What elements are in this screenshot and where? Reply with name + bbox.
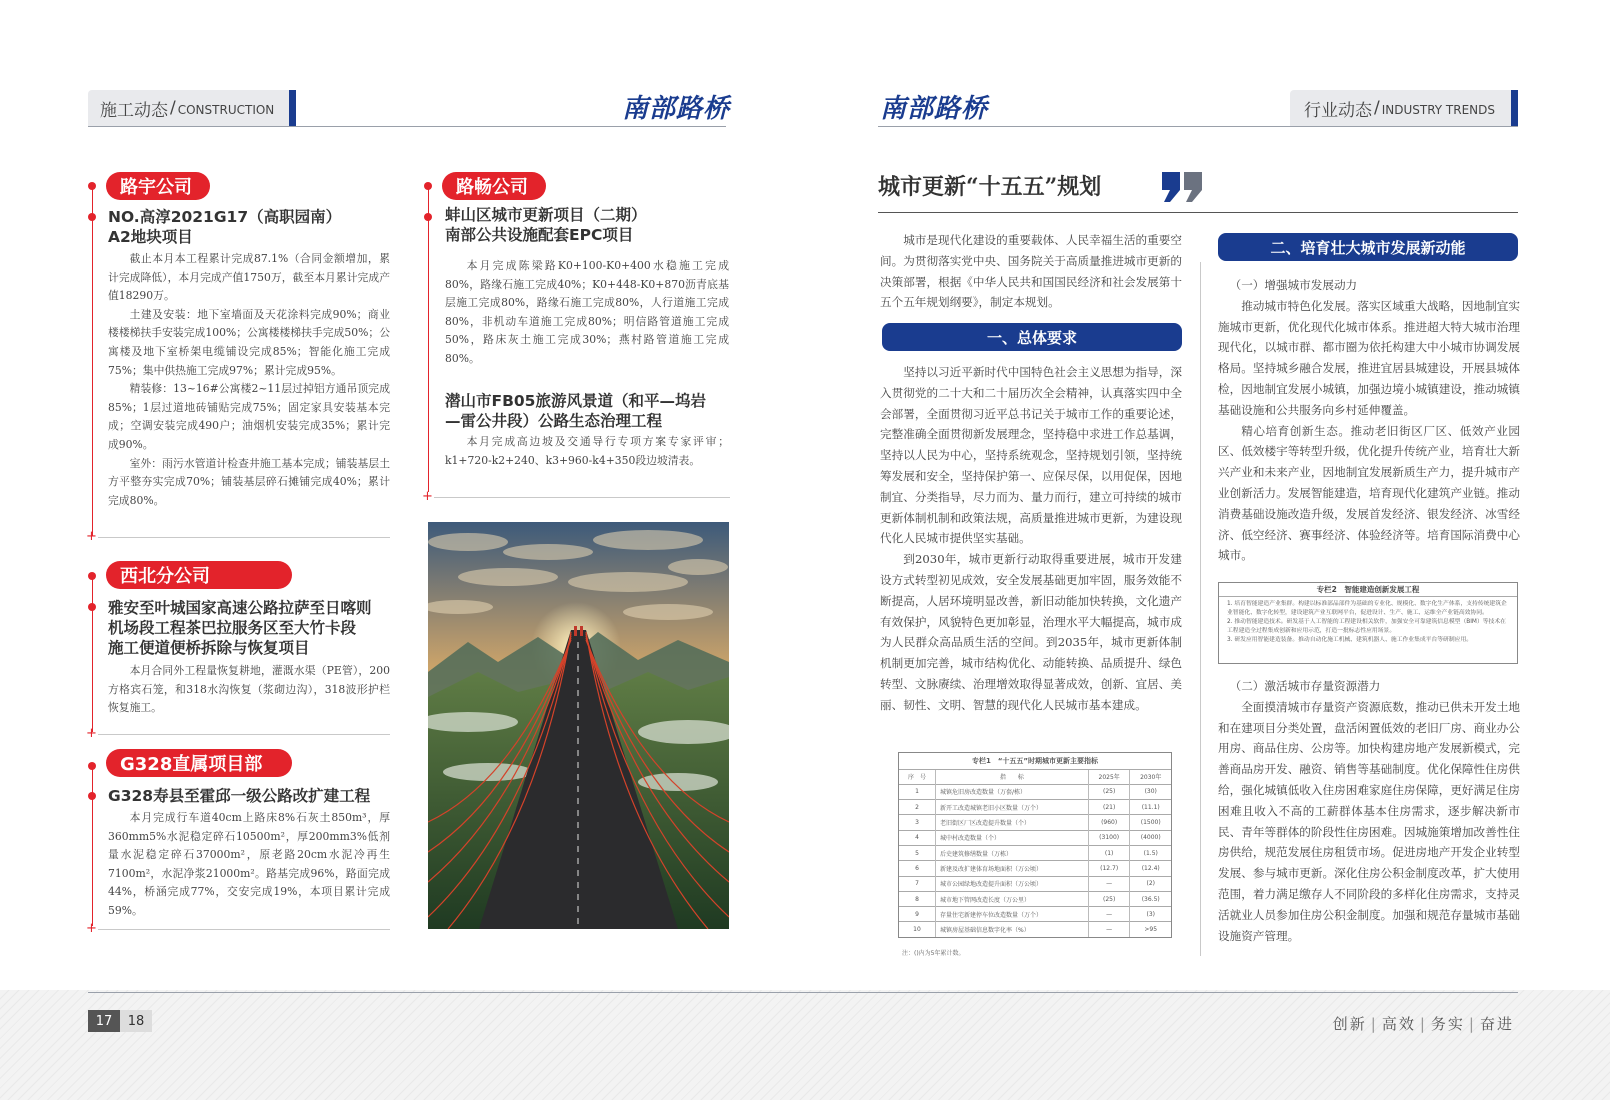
section-label-en: CONSTRUCTION bbox=[177, 103, 275, 117]
column-divider bbox=[1200, 262, 1201, 956]
section-separator: / bbox=[1374, 98, 1380, 118]
paragraph: 全面摸清城市存量资产资源底数，推动已供未开发土地和在建项目分类处置，盘活闲置低效的老旧厂房、商业办公用房、商品住房、公房等。加快构建房地产发展新模式，完善商品房开发、融资、销售等基础制度。优化保障性住房供给，强化城镇低收入住房困难家庭住房保障，更好满足住房困难且收入不高的工薪群体基本住房需求，逐步解决新市民、青年等群体的阶段性住房困难。因城施策增加改善性住房供给，规范发展住房租赁市场。促进房地产开发企业转型发展、参与城市更新。深化住房公积金制度改革，扩大使用范围，着力满足缴存人不同阶段的多样化住房需求，支持灵活就业人员参加住房公积金制度。加强和规范存量城市基础设施资产管理。 bbox=[1218, 699, 1520, 943]
table-cell: 存量住宅新建停车位改造数量（万个） bbox=[936, 907, 1089, 922]
project-title bbox=[445, 391, 735, 431]
timeline-dot bbox=[88, 572, 96, 580]
feature-box-caption: 专栏2 智能建造创新发展工程 bbox=[1219, 583, 1517, 597]
table-cell: (30) bbox=[1130, 784, 1171, 799]
table-cell: 城市地下管网改造长度（万公里） bbox=[936, 891, 1089, 906]
project-title-line: —雷公井段）公路生态治理工程 bbox=[445, 412, 663, 430]
feature-box-text bbox=[1219, 597, 1517, 648]
project-body bbox=[445, 257, 729, 369]
table-row bbox=[899, 861, 1171, 876]
section-divider bbox=[98, 537, 390, 538]
company-badge-xibei: 西北分公司 bbox=[106, 561, 292, 589]
slogan-divider: | bbox=[1419, 1015, 1427, 1033]
table-cell: (1.5) bbox=[1130, 845, 1171, 860]
company-badge-luchang: 路畅公司 bbox=[442, 172, 546, 200]
project-title-line: NO.高淳2021G17（高职园南） bbox=[108, 208, 342, 226]
table-cell: 4 bbox=[899, 830, 936, 845]
table-cell: (21) bbox=[1088, 800, 1130, 815]
title-rule bbox=[878, 212, 1518, 213]
paragraph: 本月完成行车道40cm上路床8%石灰土850m³，厚360mm5%水泥稳定碎石10500m²，厚200mm3%低剂量水泥稳定碎石37000m²，原老路20cm水泥冷再生7100m²，水泥净浆21000m²。路基完成96%，路面完成44%，桥涵完成77%，交安完成19%，本项目累计完成59%。 bbox=[108, 811, 390, 917]
paragraph: 本月完成高边坡及交通导行专项方案专家评审；k1+720-k2+240、k3+960-k4+350段边坡清表。 bbox=[445, 435, 729, 467]
timeline-dot bbox=[424, 213, 432, 221]
section-label-en: INDUSTRY TRENDS bbox=[1381, 103, 1496, 117]
paragraph: 城市是现代化建设的重要载体、人民幸福生活的重要空间。为贯彻落实党中央、国务院关于高质量推进城市更新的决策部署，根据《中华人民共和国国民经济和社会发展第十五个五年规划纲要》，制定本规划。 bbox=[880, 233, 1182, 310]
table-cell: (11.1) bbox=[1130, 800, 1171, 815]
paragraph: 本月合同外工程量恢复耕地，灌溉水渠（PE管），200方格宾石笼，和318水沟恢复（浆砌边沟），318波形护栏恢复施工。 bbox=[108, 664, 390, 715]
project-body bbox=[445, 433, 729, 470]
table-cell: 城中村改造数量（个） bbox=[936, 830, 1089, 845]
table-caption: 专栏1 “十五五”时期城市更新主要指标 bbox=[971, 756, 1099, 765]
table-row bbox=[899, 891, 1171, 906]
table-cell: 2 bbox=[899, 800, 936, 815]
table-cell: (1500) bbox=[1130, 815, 1171, 830]
project-body bbox=[108, 250, 390, 510]
table-cell: (1) bbox=[1088, 845, 1130, 860]
section-divider bbox=[98, 929, 390, 930]
table-row bbox=[899, 876, 1171, 891]
table-cell: 7 bbox=[899, 876, 936, 891]
timeline-line bbox=[92, 186, 93, 536]
table-row bbox=[899, 830, 1171, 845]
indicator-table bbox=[898, 752, 1172, 938]
table-header: 指 标 bbox=[936, 769, 1089, 784]
timeline-dot bbox=[88, 603, 96, 611]
table-cell: — bbox=[1088, 876, 1130, 891]
table-row bbox=[899, 800, 1171, 815]
table-cell: (3) bbox=[1130, 907, 1171, 922]
slogan-word: 奋进 bbox=[1479, 1015, 1514, 1033]
subheading: （一）增强城市发展动力 bbox=[1229, 278, 1358, 292]
table-cell: 城市公园绿地改造提升面积（万公顷） bbox=[936, 876, 1089, 891]
timeline-dot bbox=[424, 182, 432, 190]
section-divider bbox=[98, 734, 390, 735]
paragraph: 室外：雨污水管道计检查井施工基本完成；铺装基层土方平整夯实完成70%；铺装基层碎石摊铺完成40%；累计完成80%。 bbox=[108, 456, 390, 507]
section-2-body bbox=[1218, 275, 1520, 566]
brand-logo-left: 南部路桥 bbox=[622, 94, 731, 124]
table-cell: 5 bbox=[899, 845, 936, 860]
paragraph: 坚持以习近平新时代中国特色社会主义思想为指导，深入贯彻党的二十大和二十届历次全会精神，认真落实四中全会部署，全面贯彻习近平总书记关于城市工作的重要论述，完整准确全面贯彻新发展理念，坚持稳中求进工作总基调，坚持以人民为中心，坚持系统观念，坚持规划引领，坚持统筹发展和安全，坚持保护第一、应保尽保，以用促保，因地制宜、分类指导，尽力而为、量力而行，建立可持续的城市更新体制机制和政策法规，高质量推进城市更新，为建设现代化人民城市提供坚实基础。 bbox=[880, 365, 1182, 546]
table-cell: (12.7) bbox=[1088, 861, 1130, 876]
timeline-line bbox=[92, 576, 93, 732]
section-heading-2: 二、培育壮大城市发展新动能 bbox=[1218, 233, 1518, 261]
table-header: 2030年 bbox=[1130, 769, 1171, 784]
indicator-table-grid bbox=[899, 753, 1171, 937]
section-label-cn: 施工动态 bbox=[100, 100, 168, 121]
project-body bbox=[108, 809, 390, 921]
paragraph: 推动城市特色化发展。落实区域重大战略，因地制宜实施城市更新，优化现代化城市体系。推进超大特大城市治理现代化，以城市群、都市圈为依托构建大中小城市协调发展格局。坚持城乡融合发展，推进宜居县城建设，开展县城体检，因地制宜发展小城镇，加强边境小城镇建设，推动城镇基础设施和公共服务向乡村延伸覆盖。 bbox=[1218, 298, 1520, 417]
project-title-line: A2地块项目 bbox=[108, 228, 193, 246]
table-cell: 城镇危旧房改造数量（万套/栋） bbox=[936, 784, 1089, 799]
slogan-divider: | bbox=[1468, 1015, 1476, 1033]
bridge-illustration bbox=[428, 522, 729, 929]
paragraph: 本月完成陈梁路K0+100-K0+400水稳施工完成80%，路缘石施工完成40%；K0+448-K0+870沥青底基层施工完成80%，路缘石施工完成80%，人行道施工完成80%，非机动车道施工完成80%；明信路管道施工完成50%，路床灰土施工完成30%；燕村路管道施工完成80%。 bbox=[445, 259, 729, 365]
table-header-row bbox=[899, 769, 1171, 784]
table-cell: (36.5) bbox=[1130, 891, 1171, 906]
tab-accent-bar bbox=[289, 90, 296, 126]
table-cell: 10 bbox=[899, 922, 936, 937]
project-title-line: 南部公共设施配套EPC项目 bbox=[445, 226, 634, 244]
timeline-dot bbox=[88, 792, 96, 800]
table-cell: — bbox=[1088, 907, 1130, 922]
page-number-left: 17 bbox=[88, 1010, 120, 1032]
timeline-dot bbox=[88, 182, 96, 190]
section-end-marker: + bbox=[86, 921, 97, 936]
paragraph: 到2030年，城市更新行动取得重要进展，城市开发建设方式转型初见成效，安全发展基础更加牢固，服务效能不断提高，人居环境明显改善，新旧动能加快转换，文化遗产有效保护，风貌特色更加彰显，治理水平大幅提高，城市成为人民群众高品质生活的空间。到2035年，城市更新体制机制更加完善，城市结构优化、动能转换、品质提升、绿色转型、文脉赓续、治理增效取得显著成效，创新、宜居、美丽、韧性、文明、智慧的现代化人民城市基本建成。 bbox=[880, 552, 1182, 712]
company-badge-luyu: 路宇公司 bbox=[106, 172, 210, 200]
table-row bbox=[899, 845, 1171, 860]
table-cell: 8 bbox=[899, 891, 936, 906]
section-1-body bbox=[880, 362, 1182, 716]
table-cell: (25) bbox=[1088, 784, 1130, 799]
table-cell: 9 bbox=[899, 907, 936, 922]
table-cell: (25) bbox=[1088, 891, 1130, 906]
feature-box-line: 1. 培育智能建造产业集群。构建以标准部品部件为基础的专业化、规模化、数字化生产体系，支持传统建筑企业智能化、数字化转型，建设建筑产业互联网平台，促进设计、生产、施工、运维全产业链高效协同。 bbox=[1227, 601, 1507, 616]
paragraph: 精装修：13~16#公寓楼2~11层过掉铝方通吊顶完成85%；1层过道地砖铺贴完成75%；固定家具安装基本完成；空调安装完成490户；油烟机安装完成35%；累计完成90%。 bbox=[108, 382, 390, 451]
table-cell: — bbox=[1088, 922, 1130, 937]
project-title bbox=[108, 207, 398, 247]
table-cell: 3 bbox=[899, 815, 936, 830]
section-divider bbox=[434, 497, 730, 498]
left-header-rule bbox=[88, 126, 726, 127]
section-2-body-cont bbox=[1218, 676, 1520, 946]
table-cell: 新建及改扩建体育场地面积（万公顷） bbox=[936, 861, 1089, 876]
slogan-word: 创新 bbox=[1332, 1015, 1367, 1033]
section-end-marker: + bbox=[86, 726, 97, 741]
project-title-line: 蚌山区城市更新项目（二期） bbox=[445, 206, 647, 224]
project-title-line: 机场段工程茶巴拉服务区至大竹卡段 bbox=[108, 619, 357, 637]
table-cell: (3100) bbox=[1088, 830, 1130, 845]
feature-box-smart-construction bbox=[1218, 582, 1518, 664]
project-title-line: 施工便道便桥拆除与恢复项目 bbox=[108, 639, 310, 657]
table-cell: (4000) bbox=[1130, 830, 1171, 845]
table-cell: (960) bbox=[1088, 815, 1130, 830]
subheading: （二）激活城市存量资源潜力 bbox=[1229, 679, 1381, 693]
feature-box-line: 2. 推动智能建造技术。研发基于人工智能的工程建设相关软件，加强安全可靠建筑信息模型（BIM）等技术在工程建造全过程集成创新和应用示范，打造一批标志性应用场景。 bbox=[1227, 619, 1506, 634]
table-cell: 新开工改造城镇老旧小区数量（万个） bbox=[936, 800, 1089, 815]
tab-accent-bar bbox=[1511, 90, 1518, 126]
project-title-line: 雅安至叶城国家高速公路拉萨至日喀则 bbox=[108, 599, 372, 617]
table-cell: 6 bbox=[899, 861, 936, 876]
table-note: 注：()内为5年累计数。 bbox=[902, 950, 965, 957]
slogan-word: 高效 bbox=[1381, 1015, 1416, 1033]
timeline-dot bbox=[88, 213, 96, 221]
project-body bbox=[108, 662, 390, 718]
table-body bbox=[899, 784, 1171, 937]
slogan-word: 务实 bbox=[1430, 1015, 1465, 1033]
section-end-marker: + bbox=[86, 529, 97, 544]
section-heading-1: 一、总体要求 bbox=[882, 323, 1182, 351]
slogan-divider: | bbox=[1370, 1015, 1378, 1033]
section-separator: / bbox=[170, 98, 176, 118]
timeline-line bbox=[92, 766, 93, 926]
paragraph: 截止本月本工程累计完成87.1%（合同金额增加，累计完成降低），本月完成产值1750万，截至本月累计完成产值18290万。 bbox=[108, 252, 390, 303]
section-label-cn: 行业动态 bbox=[1304, 100, 1372, 121]
right-header-rule bbox=[878, 126, 1518, 127]
right-section-tab bbox=[1290, 90, 1518, 126]
quote-mark-icon bbox=[1160, 170, 1206, 204]
timeline-dot bbox=[88, 762, 96, 770]
project-title bbox=[445, 205, 735, 245]
section-end-marker: + bbox=[422, 489, 433, 504]
page-number-right: 18 bbox=[120, 1010, 152, 1032]
brand-logo-right: 南部路桥 bbox=[880, 94, 989, 124]
table-cell: (12.4) bbox=[1130, 861, 1171, 876]
table-cell: 城镇房屋基础信息数字化率（%） bbox=[936, 922, 1089, 937]
project-title bbox=[108, 786, 398, 806]
feature-box-line: 3. 研发应用智能建造装备。推动自动化施工机械、建筑机器人、施工作业集成平台等研制应用。 bbox=[1227, 637, 1473, 643]
table-row bbox=[899, 784, 1171, 799]
table-cell: 后史建筑修缮数量（万栋） bbox=[936, 845, 1089, 860]
bridge-photo bbox=[428, 522, 729, 929]
timeline-line bbox=[428, 186, 429, 492]
paragraph: 精心培育创新生态。推动老旧街区厂区、低效产业园区、低效楼宇等转型升级，优化提升传统产业，培育壮大新兴产业和未来产业，因地制宜发展新质生产力，提升城市产业创新活力。发展智能建造，培育现代化建筑产业链。推动消费基础设施改造升级，发展首发经济、银发经济、冰雪经济、低空经济、赛事经济、体验经济等。培育国际消费中心城市。 bbox=[1218, 423, 1520, 563]
footer-rule bbox=[88, 992, 1518, 993]
project-title-line: 潜山市FB05旅游风景道（和平—坞岩 bbox=[445, 392, 706, 410]
table-header: 序 号 bbox=[899, 769, 936, 784]
project-title-line: G328寿县至霍邱一级公路改扩建工程 bbox=[108, 787, 371, 805]
table-cell: >95 bbox=[1130, 922, 1171, 937]
table-cell: 1 bbox=[899, 784, 936, 799]
intro-text bbox=[880, 230, 1182, 313]
table-row bbox=[899, 907, 1171, 922]
table-row bbox=[899, 922, 1171, 937]
article-title: 城市更新“十五五”规划 bbox=[878, 174, 1102, 200]
footer-slogan bbox=[1333, 1013, 1514, 1034]
table-row bbox=[899, 815, 1171, 830]
company-badge-g328: G328直属项目部 bbox=[106, 749, 292, 777]
table-cell: (2) bbox=[1130, 876, 1171, 891]
footer-background bbox=[0, 990, 1610, 1100]
project-title bbox=[108, 598, 398, 658]
table-header: 2025年 bbox=[1088, 769, 1130, 784]
left-section-tab bbox=[88, 90, 296, 126]
table-cell: 老旧街区厂区改造提升数量（个） bbox=[936, 815, 1089, 830]
paragraph: 土建及安装：地下室墙面及天花涂料完成90%；商业楼楼梯扶手安装完成100%；公寓楼楼梯扶手完成50%；公寓楼及地下室桥架电缆铺设完成85%；智能化施工完成75%；集中供热施工完成97%；累计完成95%。 bbox=[108, 307, 390, 377]
